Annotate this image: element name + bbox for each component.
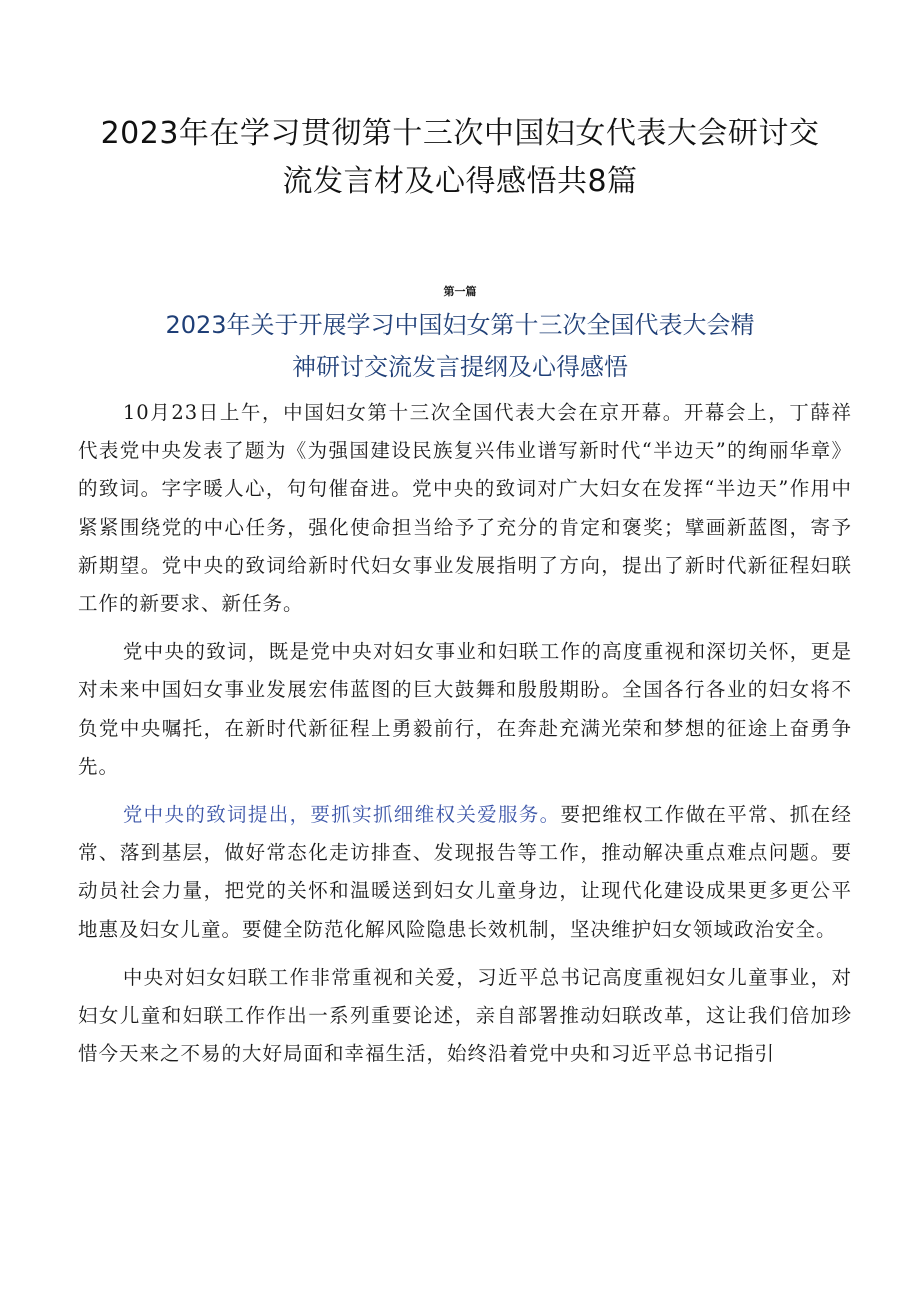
main-title [60,110,860,206]
paragraph-3-rest: 要把维权工作做在平常、抓在经常、落到基层，做好常态化走访排查、发现报告等工作，推动解决重点难点问题。要动员社会力量，把党的关怀和温暖送到妇女儿童身边，让现代化建设成果更多更公平地惠及妇女儿童。要健全防范化解风险隐患长效机制，坚决维护妇女领域政治安全。 [78,803,852,941]
paragraph-3 [78,796,852,949]
paragraph-2: 党中央的致词，既是党中央对妇女事业和妇联工作的高度重视和深切关怀，更是对未来中国妇女事业发展宏伟蓝图的巨大鼓舞和殷殷期盼。全国各行各业的妇女将不负党中央嘱托，在新时代新征程上勇毅前行，在奔赴充满光荣和梦想的征途上奋勇争先。 [78,640,852,778]
main-title-line-2: 流发言材及心得感悟共8篇 [282,164,638,199]
main-title-line-1: 2023年在学习贯彻第十三次中国妇女代表大会研讨交 [100,116,820,151]
paragraph-4: 中央对妇女妇联工作非常重视和关爱，习近平总书记高度重视妇女儿童事业，对妇女儿童和妇联工作作出一系列重要论述，亲自部署推动妇联改革，这让我们倍加珍惜今天来之不易的大好局面和幸福生活，始终沿着党中央和习近平总书记指引 [78,965,852,1066]
sub-title [60,304,860,388]
section-label: 第一篇 [443,285,477,298]
body-text [78,394,852,1083]
sub-title-line-2: 神研讨交流发言提纲及心得感悟 [292,353,628,381]
sub-title-line-1: 2023年关于开展学习中国妇女第十三次全国代表大会精 [165,311,755,339]
paragraph-1: 10月23日上午，中国妇女第十三次全国代表大会在京开幕。开幕会上，丁薛祥代表党中央发表了题为《为强国建设民族复兴伟业谱写新时代“半边天”的绚丽华章》的致词。字字暖人心，句句催奋进。党中央的致词对广大妇女在发挥“半边天”作用中紧紧围绕党的中心任务，强化使命担当给予了充分的肯定和褒奖；擘画新蓝图，寄予新期望。党中央的致词给新时代妇女事业发展指明了方向，提出了新时代新征程妇联工作的新要求、新任务。 [78,401,852,616]
highlighted-lead-sentence: 党中央的致词提出，要抓实抓细维权关爱服务。 [122,803,561,827]
